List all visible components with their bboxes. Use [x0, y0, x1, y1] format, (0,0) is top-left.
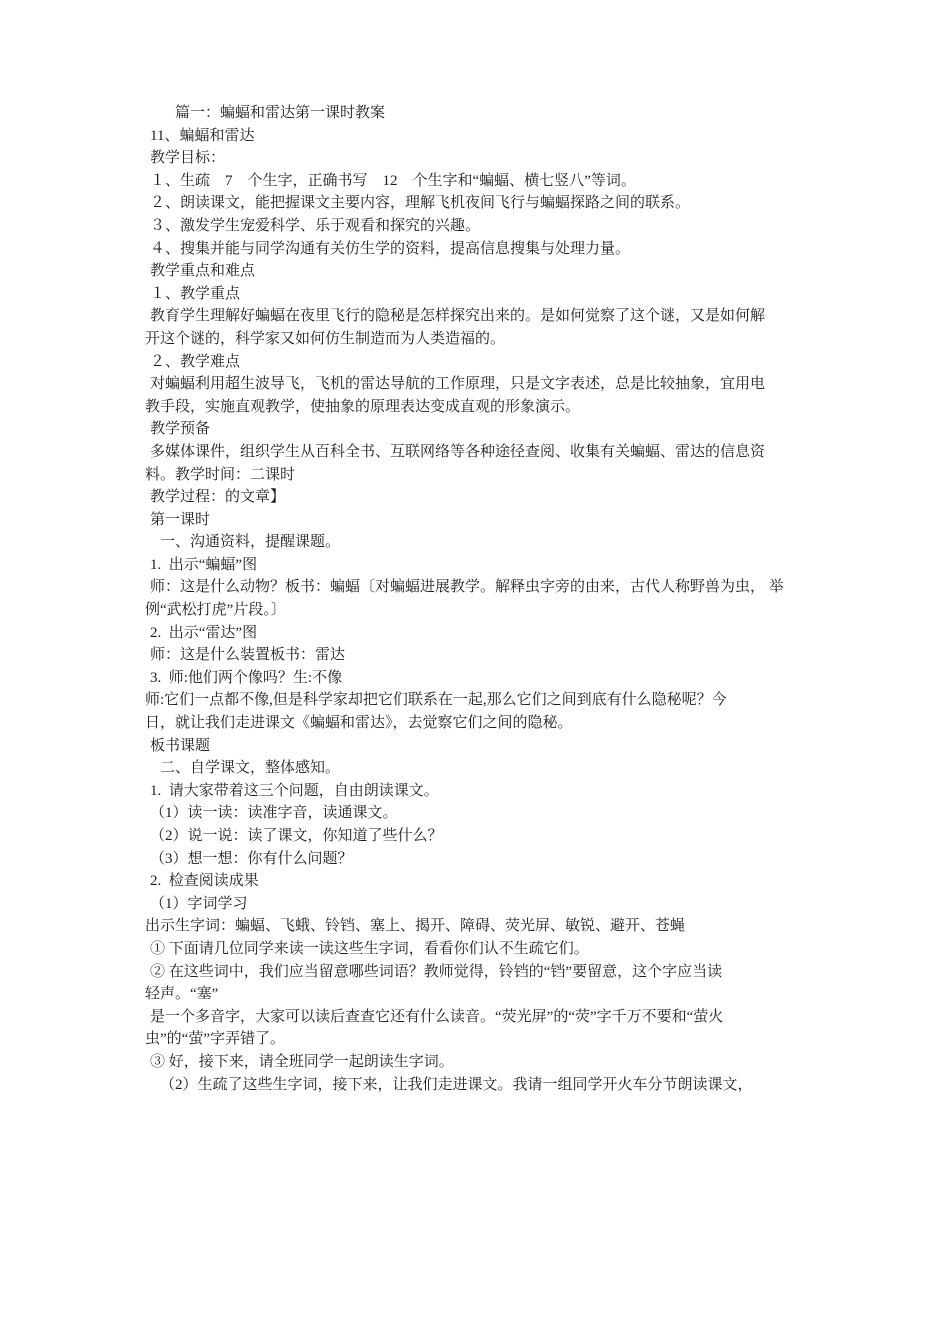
text-line: 一、沟通资料，提醒课题。	[160, 534, 341, 551]
text-line: 是一个多音字，大家可以读后查查它还有什么读音。“荧光屏”的“荧”字千万不要和“萤火	[150, 1008, 724, 1025]
text-line: 多媒体课件，组织学生从百科全书、互联网络等各种途径查阅、收集有关蝙蝠、雷达的信息资	[150, 443, 766, 460]
text-line: 1. 出示“蝙蝠”图	[150, 556, 258, 573]
text-line: 教育学生理解好蝙蝠在夜里飞行的隐秘是怎样探究出来的。是如何觉察了这个谜，又是如何解	[150, 308, 766, 325]
text-line: 2. 检查阅读成果	[150, 873, 259, 890]
text-line: 1. 请大家带着这三个问题，自由朗读课文。	[150, 782, 439, 799]
text-line: 轻声。“塞”	[145, 986, 219, 1003]
text-line: １、教学重点	[150, 285, 241, 302]
text-line: （1）字词学习	[150, 895, 248, 912]
text-line: 师:它们一点都不像,但是科学家却把它们联系在一起,那么它们之间到底有什么隐秘呢？今	[145, 692, 727, 709]
text-line: ４、搜集并能与同学沟通有关仿生学的资料，提高信息搜集与处理力量。	[150, 240, 631, 257]
text-line: 3. 师:他们两个像吗？生:不像	[150, 669, 343, 686]
text-line: （2）说一说：读了课文，你知道了些什么？	[150, 828, 443, 844]
text-line: 教学目标：	[150, 150, 226, 167]
text-line: 对蝙蝠利用超生波导飞，飞机的雷达导航的工作原理，只是文字表述，总是比较抽象，宜用电	[150, 376, 766, 393]
text-line: 11、蝙蝠和雷达	[150, 127, 255, 144]
text-line: （1）读一读：读准字音，读通课文。	[150, 805, 398, 822]
text-line: １、生疏 7 个生字，正确书写 12 个生字和“蝙蝠、横七竖八”等词。	[150, 172, 636, 189]
text-line: 师：这是什么动物？板书：蝙蝠〔对蝙蝠进展教学。解释虫字旁的由来，古代人称野兽为虫， 举	[150, 579, 784, 596]
text-line: （2）生疏了这些生字词，接下来，让我们走进课文。我请一组同学开火车分节朗读课文，	[160, 1076, 753, 1093]
text-line: 板书课题	[150, 737, 211, 754]
text-line: 2. 出示“雷达”图	[150, 624, 258, 641]
text-line: ２、朗读课文，能把握课文主要内容，理解飞机夜间飞行与蝙蝠探路之间的联系。	[150, 195, 691, 212]
text-line: 开这个谜的，科学家又如何仿生制造而为人类造福的。	[145, 330, 506, 347]
text-line: 教学重点和难点	[150, 263, 256, 280]
text-line: 篇一：蝙蝠和雷达第一课时教案	[175, 105, 386, 121]
text-line: 出示生字词：蝙蝠、飞蛾、铃铛、塞上、揭开、障碍、荧光屏、敏锐、避开、苍蝇	[145, 918, 686, 935]
document-body	[145, 102, 845, 1096]
text-line: （3）想一想：你有什么问题？	[150, 850, 353, 867]
text-line: ③ 好，接下来，请全班同学一起朗读生字词。	[150, 1053, 454, 1070]
text-line: ２、教学难点	[150, 353, 241, 370]
text-line: 教学过程：的文章】	[150, 489, 286, 506]
text-line: 虫”的“萤”字弄错了。	[145, 1031, 285, 1048]
text-line: 教手段，实施直观教学，使抽象的原理表达变成直观的形象演示。	[145, 398, 581, 415]
text-line: 例“武松打虎”片段。〕	[145, 602, 286, 619]
text-line: 教学预备	[150, 421, 211, 438]
text-line: 日，就让我们走进课文《蝙蝠和雷达》，去觉察它们之间的隐秘。	[145, 715, 573, 732]
text-line: ① 下面请几位同学来读一读这些生字词，看看你们认不生疏它们。	[150, 940, 589, 957]
text-line: 师：这是什么装置板书：雷达	[150, 647, 346, 664]
text-line: 料。教学时间：二课时	[145, 466, 296, 483]
text-line: ３、激发学生宠爱科学、乐于观看和探究的兴趣。	[150, 217, 481, 234]
text-line: ② 在这些词中，我们应当留意哪些词语？教师觉得，铃铛的“铛”要留意，这个字应当读	[150, 963, 723, 980]
text-line: 第一课时	[150, 511, 211, 528]
text-line: 二、自学课文，整体感知。	[160, 760, 341, 777]
